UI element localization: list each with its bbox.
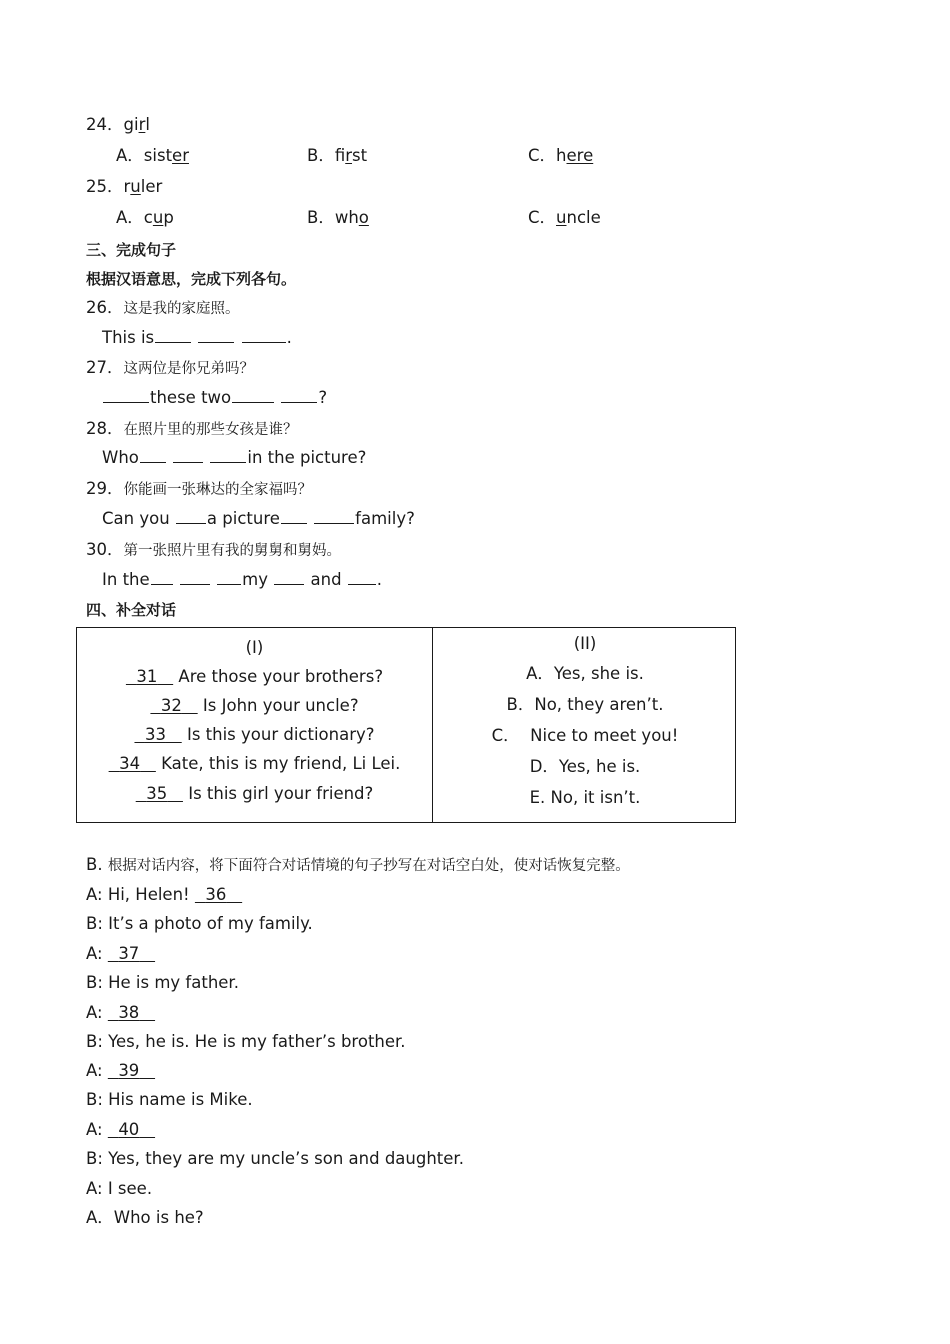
option-b: B．first: [307, 146, 368, 165]
answer-blank[interactable]: 38: [118, 1003, 140, 1022]
dialogue-item: 32 Is John your uncle?: [77, 696, 432, 716]
answer-blank[interactable]: 34: [119, 754, 141, 773]
answer-blank[interactable]: [103, 388, 149, 403]
question-24: 24．girl: [86, 115, 150, 134]
dialogue-line: B: Yes, they are my uncle’s son and daughter.: [86, 1149, 464, 1168]
question-number: 24．: [86, 115, 124, 134]
section-title: 三、完成句子: [86, 241, 177, 259]
sentence-answer-line: Who in the picture?: [102, 448, 367, 467]
answer-blank[interactable]: [274, 570, 304, 585]
response-option: C． Nice to meet you!: [491, 726, 679, 745]
sentence-option-a: A．Who is he?: [86, 1208, 204, 1227]
column-header: (II): [573, 634, 597, 653]
dialogue-line: A: 40: [86, 1120, 155, 1140]
answer-blank[interactable]: [217, 570, 241, 585]
answer-blank[interactable]: 36: [205, 885, 227, 904]
answer-blank[interactable]: [151, 570, 173, 585]
answer-blank[interactable]: [281, 509, 307, 524]
response-option: A．Yes, she is.: [526, 664, 644, 683]
dialogue-line: B: He is my father.: [86, 973, 239, 992]
dialogue-line: B: Yes, he is. He is my father’s brother.: [86, 1032, 406, 1051]
dialogue-line: B: His name is Mike.: [86, 1090, 253, 1109]
sentence-prompt: 30．第一张照片里有我的舅舅和舅妈。: [86, 540, 341, 559]
dialogue-line: B: It’s a photo of my family.: [86, 914, 313, 933]
dialogue-item: 31 Are those your brothers?: [77, 667, 432, 687]
answer-blank[interactable]: 35: [146, 784, 168, 803]
answer-blank[interactable]: [242, 328, 286, 343]
option-b: B．who: [307, 208, 369, 227]
section-instruction: 根据汉语意思，完成下列各句。: [86, 270, 297, 288]
answer-blank[interactable]: 33: [144, 725, 166, 744]
answer-blank[interactable]: [155, 328, 191, 343]
option-a: A．sister: [116, 146, 189, 165]
answer-blank[interactable]: 31: [136, 667, 158, 686]
answer-blank[interactable]: [232, 388, 274, 403]
dialogue-item: 35 Is this girl your friend?: [77, 784, 432, 804]
question-25: 25．ruler: [86, 177, 163, 196]
part-b-instruction: B. 根据对话内容，将下面符合对话情境的句子抄写在对话空白处，使对话恢复完整。: [86, 855, 630, 874]
sentence-prompt: 28．在照片里的那些女孩是谁？: [86, 419, 298, 438]
sentence-prompt: 27．这两位是你兄弟吗？: [86, 358, 254, 377]
underlined-letters: u: [130, 177, 141, 196]
sentence-answer-line: In the my and .: [102, 570, 383, 589]
sentence-prompt: 26．这是我的家庭照。: [86, 298, 240, 317]
answer-blank[interactable]: [281, 388, 317, 403]
dialogue-line: A: I see.: [86, 1179, 153, 1198]
answer-blank[interactable]: [314, 509, 354, 524]
option-a: A．cup: [116, 208, 174, 227]
answer-blank[interactable]: [210, 448, 246, 463]
option-c: C．uncle: [528, 208, 601, 227]
answer-blank[interactable]: 37: [118, 944, 140, 963]
response-option: D．Yes, he is.: [529, 757, 641, 776]
answer-blank[interactable]: 39: [118, 1061, 140, 1080]
dialogue-line: A: 38: [86, 1003, 155, 1023]
column-header: (I): [245, 638, 264, 657]
dialogue-item: 33 Is this your dictionary?: [77, 725, 432, 745]
dialogue-line: A: 39: [86, 1061, 155, 1081]
option-c: C．here: [528, 146, 594, 165]
dialogue-line: A: Hi, Helen! 36: [86, 885, 242, 905]
sentence-answer-line: these two ?: [102, 388, 327, 408]
answer-blank[interactable]: [180, 570, 210, 585]
answer-blank[interactable]: [198, 328, 234, 343]
section-title: 四、补全对话: [86, 601, 177, 619]
answer-blank[interactable]: [173, 448, 203, 463]
underlined-letters: r: [138, 115, 146, 134]
answer-blank[interactable]: 40: [118, 1120, 140, 1139]
answer-blank[interactable]: [348, 570, 376, 585]
answer-blank[interactable]: [176, 509, 206, 524]
answer-blank[interactable]: [140, 448, 166, 463]
dialogue-matching-table: [76, 627, 736, 823]
sentence-answer-line: Can you a picture family?: [102, 509, 415, 528]
answer-blank[interactable]: 32: [160, 696, 182, 715]
response-option: E. No, it isn’t.: [529, 788, 641, 807]
dialogue-item: 34 Kate, this is my friend, Li Lei.: [77, 754, 432, 774]
sentence-answer-line: This is .: [102, 328, 292, 347]
sentence-prompt: 29．你能画一张琳达的全家福吗？: [86, 479, 312, 498]
response-option: B．No, they aren’t.: [506, 695, 664, 714]
question-number: 25．: [86, 177, 124, 196]
dialogue-line: A: 37: [86, 944, 155, 964]
